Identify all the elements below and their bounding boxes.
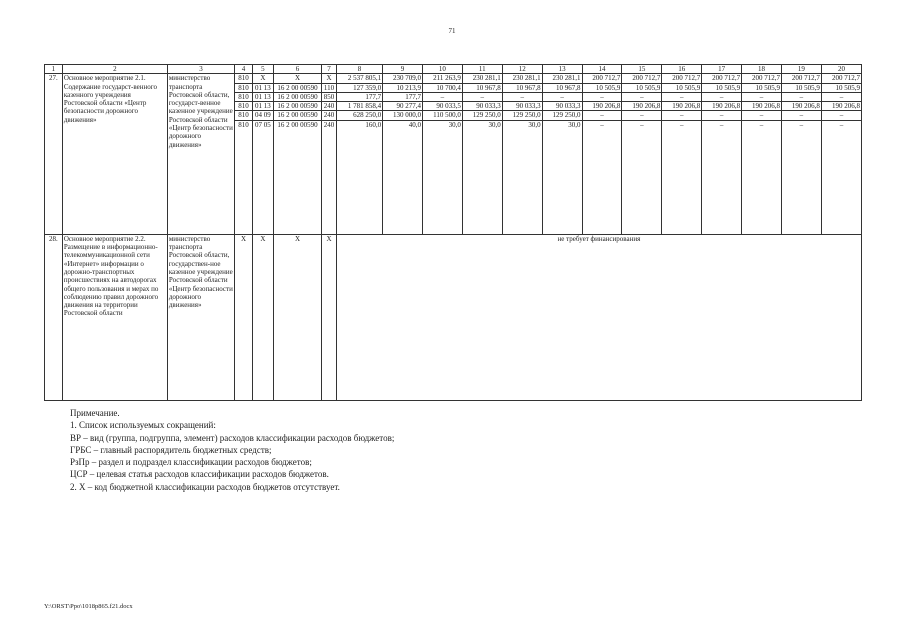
amount-cell: 10 967,8 <box>542 83 582 92</box>
amount-cell: 10 700,4 <box>422 83 462 92</box>
amount-cell: – <box>422 92 462 101</box>
activity-name-cell: Основное мероприятие 2.2. Размещение в информационно-телекоммуникационной сети «Интернет» информации о дорожно-транспортных происшествиях на автодорогах общего пользования и мерах по соблюдению правил дорожного движения на территории Ростовской области <box>62 234 167 400</box>
amount-cell: 90 033,3 <box>542 102 582 111</box>
amount-cell: 190 206,8 <box>781 102 821 111</box>
amount-cell: – <box>502 92 542 101</box>
amount-cell: – <box>742 120 782 234</box>
amount-cell: 1 781 858,4 <box>336 102 382 111</box>
amount-cell: 628 250,0 <box>336 111 382 120</box>
amount-cell: 30,0 <box>502 120 542 234</box>
amount-cell: 200 712,7 <box>622 74 662 83</box>
amount-cell: 10 213,9 <box>383 83 423 92</box>
amount-cell: 200 712,7 <box>742 74 782 83</box>
amount-cell: – <box>542 92 582 101</box>
column-number-cell: 16 <box>662 65 702 74</box>
column-number-cell: 5 <box>252 65 273 74</box>
column-number-cell: 11 <box>462 65 502 74</box>
amount-cell: 10 967,8 <box>502 83 542 92</box>
code-cell: 16 2 00 00590 <box>273 92 321 101</box>
amount-cell: 190 206,8 <box>622 102 662 111</box>
column-number-cell: 10 <box>422 65 462 74</box>
amount-cell: – <box>662 92 702 101</box>
amount-cell: – <box>662 120 702 234</box>
row-number-cell: 27. <box>45 74 63 234</box>
code-cell: 16 2 00 00590 <box>273 102 321 111</box>
code-cell: X <box>252 234 273 400</box>
note-line: 2. Х – код бюджетной классификации расходов бюджетов отсутствует. <box>70 481 340 492</box>
column-number-cell: 6 <box>273 65 321 74</box>
amount-cell: 2 537 805,1 <box>336 74 382 83</box>
code-cell: 16 2 00 00590 <box>273 120 321 234</box>
amount-cell: 230 281,1 <box>542 74 582 83</box>
amount-cell: 90 033,5 <box>422 102 462 111</box>
column-number-cell: 20 <box>821 65 861 74</box>
footer-file-path: Y:\ORST\Ppo\1018p865.f21.docx <box>44 603 133 610</box>
code-cell: 01 13 <box>252 83 273 92</box>
amount-cell: – <box>821 92 861 101</box>
amount-cell: – <box>742 92 782 101</box>
amount-cell: 30,0 <box>462 120 502 234</box>
amount-cell: 200 712,7 <box>781 74 821 83</box>
code-cell: 240 <box>322 120 337 234</box>
code-cell: 810 <box>235 102 253 111</box>
budget-table <box>44 64 862 401</box>
note-line: 1. Список используемых сокращений: <box>70 420 216 431</box>
amount-cell: 10 505,9 <box>821 83 861 92</box>
code-cell: 810 <box>235 74 253 83</box>
amount-cell: 160,0 <box>336 120 382 234</box>
column-number-cell: 8 <box>336 65 382 74</box>
note-line: ЦСР – целевая статья расходов классификации расходов бюджетов. <box>70 469 329 480</box>
notes-title: Примечание. <box>70 408 120 418</box>
amount-cell: 129 250,0 <box>462 111 502 120</box>
amount-cell: 10 505,9 <box>662 83 702 92</box>
amount-cell: 30,0 <box>542 120 582 234</box>
amount-cell: 190 206,8 <box>662 102 702 111</box>
amount-cell: – <box>622 111 662 120</box>
column-number-cell: 1 <box>45 65 63 74</box>
column-number-cell: 4 <box>235 65 253 74</box>
column-number-cell: 19 <box>781 65 821 74</box>
amount-cell: – <box>781 92 821 101</box>
code-cell: 01 13 <box>252 92 273 101</box>
amount-cell: 230 709,0 <box>383 74 423 83</box>
table-row <box>45 74 862 83</box>
amount-cell: – <box>821 120 861 234</box>
amount-cell: 230 281,1 <box>502 74 542 83</box>
amount-cell: – <box>781 111 821 120</box>
amount-cell: – <box>662 111 702 120</box>
amount-cell: 10 505,9 <box>742 83 782 92</box>
row-number-cell: 28. <box>45 234 63 400</box>
amount-cell: – <box>582 111 622 120</box>
financing-note-cell: не требует финансирования <box>336 234 861 400</box>
code-cell: X <box>273 74 321 83</box>
code-cell: 810 <box>235 83 253 92</box>
amount-cell: – <box>742 111 782 120</box>
note-line: ГРБС – главный распорядитель бюджетных средств; <box>70 444 272 455</box>
amount-cell: 90 033,3 <box>462 102 502 111</box>
column-number-cell: 12 <box>502 65 542 74</box>
column-number-cell: 9 <box>383 65 423 74</box>
notes-block <box>70 407 394 493</box>
code-cell: 16 2 00 00590 <box>273 83 321 92</box>
amount-cell: 10 505,9 <box>702 83 742 92</box>
code-cell: X <box>235 234 253 400</box>
page-number: 71 <box>448 27 456 35</box>
amount-cell: – <box>821 111 861 120</box>
amount-cell: – <box>702 111 742 120</box>
code-cell: 810 <box>235 120 253 234</box>
column-number-cell: 14 <box>582 65 622 74</box>
code-cell: X <box>273 234 321 400</box>
note-line: ВР – вид (группа, подгруппа, элемент) расходов классификации расходов бюджетов; <box>70 432 395 443</box>
amount-cell: – <box>462 92 502 101</box>
code-cell: 850 <box>322 92 337 101</box>
amount-cell: 200 712,7 <box>662 74 702 83</box>
amount-cell: 10 505,9 <box>582 83 622 92</box>
column-number-cell: 2 <box>62 65 167 74</box>
amount-cell: 129 250,0 <box>502 111 542 120</box>
code-cell: 04 09 <box>252 111 273 120</box>
column-number-row <box>45 65 862 74</box>
code-cell: 810 <box>235 92 253 101</box>
code-cell: X <box>252 74 273 83</box>
amount-cell: 190 206,8 <box>742 102 782 111</box>
executor-cell: министерство транспорта Ростовской области, государст-венное казенное учреждение Ростовской области «Центр безопасности дорожного движения» <box>167 74 234 234</box>
amount-cell: 40,0 <box>383 120 423 234</box>
table-row <box>45 234 862 400</box>
code-cell: 07 05 <box>252 120 273 234</box>
amount-cell: – <box>702 92 742 101</box>
amount-cell: 129 250,0 <box>542 111 582 120</box>
amount-cell: – <box>702 120 742 234</box>
amount-cell: 10 967,8 <box>462 83 502 92</box>
code-cell: X <box>322 74 337 83</box>
code-cell: 110 <box>322 83 337 92</box>
column-number-cell: 17 <box>702 65 742 74</box>
amount-cell: 177,7 <box>383 92 423 101</box>
column-number-cell: 15 <box>622 65 662 74</box>
note-line: РзПр – раздел и подраздел классификации расходов бюджетов; <box>70 457 312 468</box>
amount-cell: 127 359,0 <box>336 83 382 92</box>
code-cell: X <box>322 234 337 400</box>
code-cell: 01 13 <box>252 102 273 111</box>
amount-cell: 190 206,8 <box>702 102 742 111</box>
amount-cell: 190 206,8 <box>821 102 861 111</box>
amount-cell: 200 712,7 <box>582 74 622 83</box>
amount-cell: 177,7 <box>336 92 382 101</box>
amount-cell: 130 000,0 <box>383 111 423 120</box>
amount-cell: – <box>582 92 622 101</box>
amount-cell: 200 712,7 <box>702 74 742 83</box>
code-cell: 810 <box>235 111 253 120</box>
column-number-cell: 7 <box>322 65 337 74</box>
amount-cell: 90 033,3 <box>502 102 542 111</box>
amount-cell: – <box>622 120 662 234</box>
amount-cell: – <box>781 120 821 234</box>
code-cell: 240 <box>322 111 337 120</box>
activity-name-cell: Основное мероприятие 2.1. Содержание государст-венного казенного учреждения Ростовской области «Центр безопасности дорожного движения» <box>62 74 167 234</box>
amount-cell: 211 263,9 <box>422 74 462 83</box>
code-cell: 240 <box>322 102 337 111</box>
amount-cell: – <box>582 120 622 234</box>
executor-cell: министерство транспорта Ростовской области, государствен-ное казенное учреждение Ростовской области «Центр безопасности дорожного движения» <box>167 234 234 400</box>
amount-cell: 10 505,9 <box>781 83 821 92</box>
code-cell: 16 2 00 00590 <box>273 111 321 120</box>
amount-cell: 30,0 <box>422 120 462 234</box>
column-number-cell: 18 <box>742 65 782 74</box>
amount-cell: 110 500,0 <box>422 111 462 120</box>
amount-cell: 230 281,1 <box>462 74 502 83</box>
amount-cell: – <box>622 92 662 101</box>
amount-cell: 200 712,7 <box>821 74 861 83</box>
amount-cell: 90 277,4 <box>383 102 423 111</box>
amount-cell: 190 206,8 <box>582 102 622 111</box>
amount-cell: 10 505,9 <box>622 83 662 92</box>
column-number-cell: 13 <box>542 65 582 74</box>
column-number-cell: 3 <box>167 65 234 74</box>
